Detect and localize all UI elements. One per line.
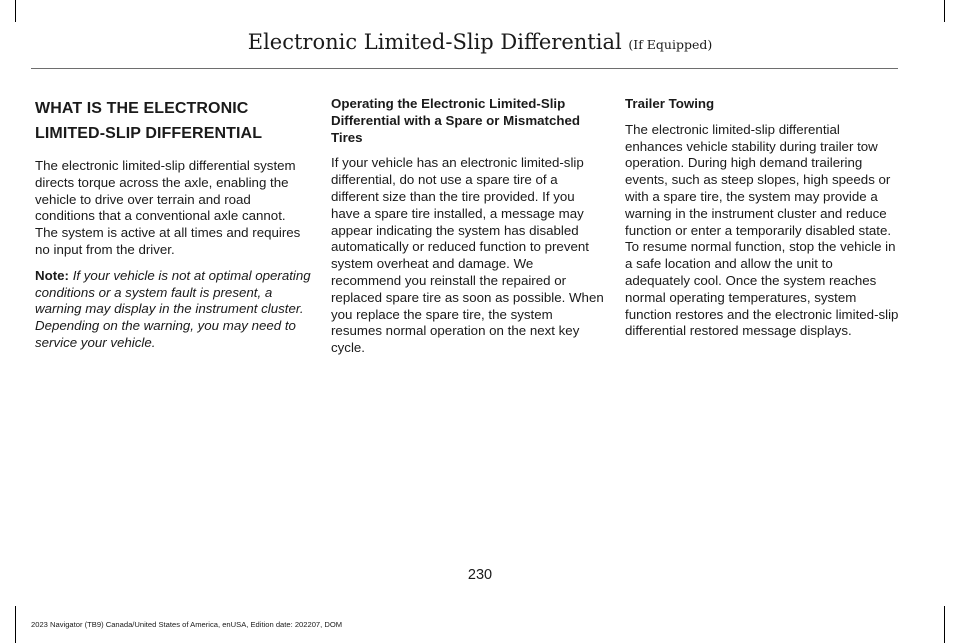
intro-paragraph: The electronic limited-slip differential system directs torque across the axle, enabling the vehicle to drive over terrain and road conditions that a conventional axle cannot. The system is active at all times and requires no input from the driver. bbox=[35, 158, 301, 257]
header-divider bbox=[31, 68, 898, 69]
footer-edition: 2023 Navigator (TB9) Canada/United States of America, enUSA, Edition date: 202207, DOM bbox=[31, 620, 343, 629]
note-label: Note: bbox=[35, 267, 69, 283]
trailer-towing-paragraph: The electronic limited-slip differential enhances vehicle stability during trailer tow operation. During high demand trailering events, such as steep slopes, high speeds or with a spare tire, the system may provide a warning in the instrument cluster and reduce function or enter a temporarily disabled state. To resume normal function, stop the vehicle in a safe location and allow the unit to adequately cool. Once the system reaches normal operating temperatures, system function restores and the electronic limited-slip differential restored message displays. bbox=[625, 121, 899, 339]
spare-tire-paragraph: If your vehicle has an electronic limited-slip differential, do not use a spare tire of a different size than the tire provided. If you have a spare tire installed, a message may appear indicating the system has disabled automatically or reduced function to prevent system overheat and damage. We recommend you reinstall the repaired or replaced spare tire as soon as possible. When you replace the spare tire, the system resumes normal operation on the next key cycle. bbox=[331, 155, 604, 356]
trailer-towing-heading: Trailer Towing bbox=[625, 96, 715, 111]
column-3 bbox=[625, 96, 900, 349]
column-2 bbox=[331, 96, 607, 366]
spare-tire-heading: Operating the Electronic Limited-Slip Differential with a Spare or Mismatched Tires bbox=[331, 96, 581, 145]
header-subtitle: (If Equipped) bbox=[628, 37, 713, 52]
crop-mark-top-left bbox=[15, 0, 16, 22]
crop-mark-bottom-left bbox=[15, 606, 16, 643]
crop-mark-bottom-right bbox=[944, 606, 945, 643]
page-number: 230 bbox=[467, 567, 493, 583]
note-text: If your vehicle is not at optimal operating conditions or a system fault is present, a warning may display in the instrument cluster. Depending on the warning, you may need to service your vehicle. bbox=[35, 267, 311, 350]
column-1 bbox=[35, 96, 311, 361]
header-title: Electronic Limited-Slip Differential bbox=[247, 30, 622, 54]
page-header bbox=[0, 30, 960, 54]
section-heading-line-1: WHAT IS THE ELECTRONIC bbox=[35, 100, 249, 117]
section-heading-line-2: LIMITED-SLIP DIFFERENTIAL bbox=[35, 125, 263, 142]
section-heading bbox=[35, 96, 311, 146]
note bbox=[35, 268, 311, 352]
crop-mark-top-right bbox=[944, 0, 945, 22]
